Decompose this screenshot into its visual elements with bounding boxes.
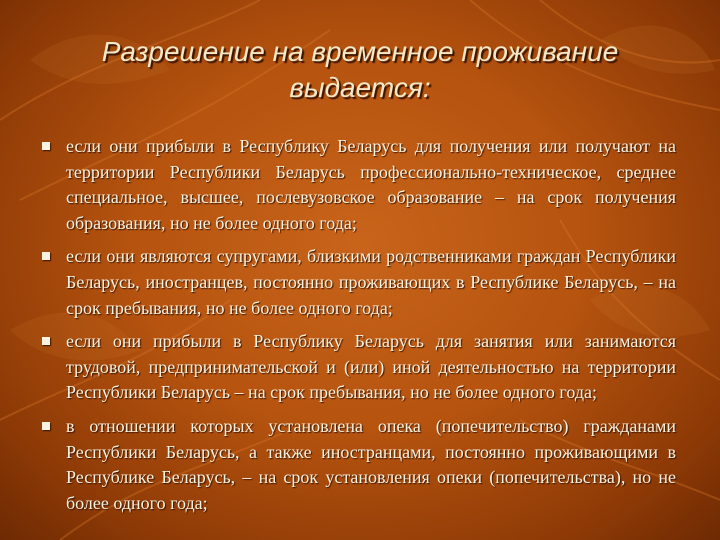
bullet-text: если они прибыли в Республику Беларусь для занятия или занимаются трудовой, предпринимательской и (или) иной деятельностью на территории Республики Беларусь – на срок пребывания, но не более одного года; xyxy=(66,331,676,403)
bullet-text: если они прибыли в Республику Беларусь для получения или получают на территории Республики Беларусь профессионально-техническое, среднее специальное, высшее, послевузовское образование – на срок получения образования, но не более одного года; xyxy=(66,136,676,233)
bullet-item xyxy=(40,414,676,516)
bullet-item xyxy=(40,244,676,321)
slide-title xyxy=(40,34,680,106)
bullet-text: если они являются супругами, близкими родственниками граждан Республики Беларусь, иностранцев, постоянно проживающих в Республике Беларусь, – на срок пребывания, но не более одного года; xyxy=(66,246,676,318)
bullet-text: в отношении которых установлена опека (попечительство) гражданами Республики Беларусь, а также иностранцами, постоянно проживающими в Республике Беларусь, – на срок установления опеки (попечительства), но не более одного года; xyxy=(66,415,676,513)
square-bullet-icon xyxy=(42,252,50,260)
bullet-list xyxy=(40,134,676,524)
square-bullet-icon xyxy=(42,422,50,430)
square-bullet-icon xyxy=(42,337,50,345)
title-line-1: Разрешение на временное проживание xyxy=(101,36,619,67)
bullet-item xyxy=(40,329,676,406)
bullet-item xyxy=(40,134,676,236)
title-line-2: выдается: xyxy=(289,72,431,103)
square-bullet-icon xyxy=(42,142,50,150)
